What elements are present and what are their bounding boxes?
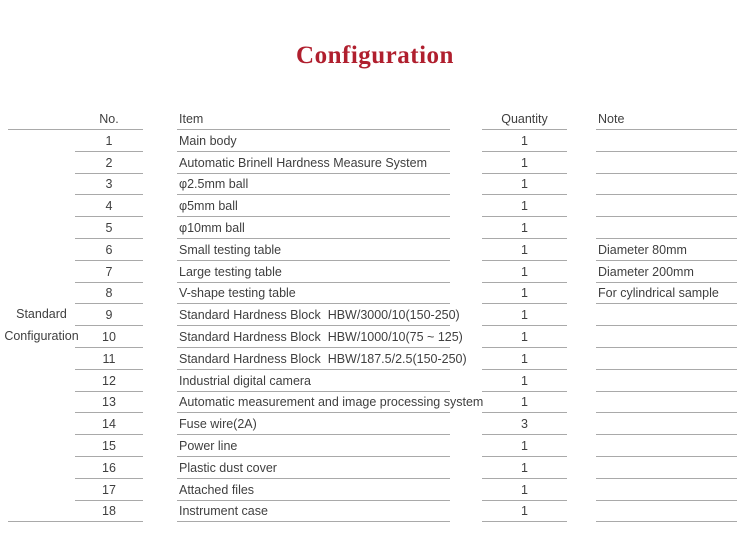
table-row — [8, 283, 737, 305]
column-gap — [450, 370, 482, 392]
column-gap — [450, 479, 482, 501]
cell-no: 3 — [75, 174, 143, 196]
cell-quantity: 1 — [482, 261, 567, 283]
column-gap — [143, 152, 177, 174]
cell-note — [596, 413, 737, 435]
column-gap — [567, 501, 596, 523]
table-row — [8, 413, 737, 435]
column-gap — [143, 217, 177, 239]
table-row — [8, 479, 737, 501]
cell-quantity: 1 — [482, 501, 567, 523]
table-row — [8, 501, 737, 523]
cell-item: Automatic Brinell Hardness Measure System — [177, 152, 450, 174]
cell-quantity: 1 — [482, 479, 567, 501]
cell-quantity: 3 — [482, 413, 567, 435]
column-gap — [567, 152, 596, 174]
column-gap — [143, 326, 177, 348]
cell-no: 4 — [75, 195, 143, 217]
column-gap — [450, 217, 482, 239]
table-row — [8, 370, 737, 392]
group-label-spacer-cell — [8, 501, 75, 523]
cell-note: For cylindrical sample — [596, 283, 737, 305]
table-header-row — [8, 108, 737, 130]
column-header-note: Note — [596, 108, 737, 130]
cell-item: Attached files — [177, 479, 450, 501]
cell-item: Small testing table — [177, 239, 450, 261]
column-gap — [567, 130, 596, 152]
column-gap — [567, 195, 596, 217]
cell-note — [596, 392, 737, 414]
column-gap — [567, 304, 596, 326]
column-gap — [567, 392, 596, 414]
column-gap — [567, 457, 596, 479]
column-gap — [567, 348, 596, 370]
column-gap — [450, 239, 482, 261]
cell-no: 13 — [75, 392, 143, 414]
group-label-spacer-cell — [8, 413, 75, 435]
cell-no: 17 — [75, 479, 143, 501]
group-label: Standard Configuration — [4, 307, 79, 343]
column-gap — [567, 326, 596, 348]
cell-quantity: 1 — [482, 457, 567, 479]
cell-item: Automatic measurement and image processing system — [177, 392, 450, 414]
table-row — [8, 348, 737, 370]
cell-note — [596, 435, 737, 457]
column-gap — [450, 413, 482, 435]
cell-note — [596, 348, 737, 370]
table-row — [8, 326, 737, 348]
cell-note — [596, 174, 737, 196]
cell-item: V-shape testing table — [177, 283, 450, 305]
cell-quantity: 1 — [482, 304, 567, 326]
cell-no: 18 — [75, 501, 143, 523]
column-gap — [450, 457, 482, 479]
column-gap — [143, 174, 177, 196]
cell-no: 7 — [75, 261, 143, 283]
column-gap — [450, 348, 482, 370]
cell-item: Standard Hardness Block HBW/1000/10(75 ~ 125) — [177, 326, 450, 348]
table-row — [8, 392, 737, 414]
cell-item: φ2.5mm ball — [177, 174, 450, 196]
column-gap — [143, 435, 177, 457]
column-gap — [450, 392, 482, 414]
column-gap — [567, 239, 596, 261]
cell-no: 5 — [75, 217, 143, 239]
cell-note — [596, 501, 737, 523]
column-gap — [143, 348, 177, 370]
group-label-spacer-cell — [8, 479, 75, 501]
table-row — [8, 239, 737, 261]
cell-no: 14 — [75, 413, 143, 435]
group-label-spacer-cell — [8, 457, 75, 479]
column-gap — [450, 304, 482, 326]
page-title: Configuration — [296, 42, 454, 69]
group-label-spacer-cell — [8, 195, 75, 217]
column-gap — [450, 152, 482, 174]
table-row — [8, 261, 737, 283]
column-gap — [567, 479, 596, 501]
column-gap — [143, 392, 177, 414]
column-gap — [143, 283, 177, 305]
cell-note — [596, 457, 737, 479]
group-label-spacer-cell — [8, 152, 75, 174]
column-gap — [450, 326, 482, 348]
table-row — [8, 457, 737, 479]
cell-quantity: 1 — [482, 195, 567, 217]
column-gap — [450, 261, 482, 283]
cell-no: 8 — [75, 283, 143, 305]
cell-note — [596, 326, 737, 348]
cell-note — [596, 195, 737, 217]
column-gap — [143, 501, 177, 523]
cell-no: 2 — [75, 152, 143, 174]
cell-quantity: 1 — [482, 174, 567, 196]
cell-note — [596, 304, 737, 326]
group-label-spacer-cell — [8, 435, 75, 457]
cell-quantity: 1 — [482, 217, 567, 239]
column-gap — [567, 283, 596, 305]
column-gap — [143, 413, 177, 435]
cell-quantity: 1 — [482, 283, 567, 305]
column-gap — [450, 130, 482, 152]
group-label-spacer-cell — [8, 326, 75, 348]
cell-item: φ5mm ball — [177, 195, 450, 217]
group-label-spacer-cell — [8, 370, 75, 392]
table-body — [8, 130, 737, 522]
column-header-item: Item — [177, 108, 450, 130]
cell-item: Instrument case — [177, 501, 450, 523]
cell-note: Diameter 80mm — [596, 239, 737, 261]
configuration-table — [8, 108, 737, 522]
group-label-spacer-cell — [8, 392, 75, 414]
cell-no: 1 — [75, 130, 143, 152]
table-row — [8, 130, 737, 152]
cell-quantity: 1 — [482, 239, 567, 261]
cell-quantity: 1 — [482, 435, 567, 457]
table-row — [8, 435, 737, 457]
cell-item: Large testing table — [177, 261, 450, 283]
cell-quantity: 1 — [482, 130, 567, 152]
column-gap — [143, 130, 177, 152]
group-label-spacer-cell — [8, 283, 75, 305]
group-label-spacer-cell — [8, 217, 75, 239]
cell-item: Industrial digital camera — [177, 370, 450, 392]
column-gap — [567, 435, 596, 457]
cell-quantity: 1 — [482, 152, 567, 174]
group-label-header-cell — [8, 108, 75, 130]
cell-note — [596, 130, 737, 152]
table-row — [8, 304, 737, 326]
table-row — [8, 174, 737, 196]
cell-quantity: 1 — [482, 370, 567, 392]
cell-item: Plastic dust cover — [177, 457, 450, 479]
group-label-spacer-cell — [8, 304, 75, 326]
column-gap — [143, 261, 177, 283]
column-gap — [450, 174, 482, 196]
cell-no: 15 — [75, 435, 143, 457]
cell-note — [596, 479, 737, 501]
cell-item: Main body — [177, 130, 450, 152]
cell-note — [596, 370, 737, 392]
column-gap — [567, 370, 596, 392]
column-header-quantity: Quantity — [482, 108, 567, 130]
cell-no: 12 — [75, 370, 143, 392]
cell-item: Standard Hardness Block HBW/187.5/2.5(150-250) — [177, 348, 450, 370]
column-gap — [567, 108, 596, 130]
cell-no: 10 — [75, 326, 143, 348]
column-gap — [143, 304, 177, 326]
group-label-spacer-cell — [8, 239, 75, 261]
column-gap — [450, 283, 482, 305]
cell-note — [596, 152, 737, 174]
group-label-spacer-cell — [8, 348, 75, 370]
column-gap — [567, 174, 596, 196]
table-row — [8, 152, 737, 174]
column-gap — [143, 108, 177, 130]
column-gap — [567, 413, 596, 435]
table-row — [8, 195, 737, 217]
cell-quantity: 1 — [482, 392, 567, 414]
column-gap — [143, 457, 177, 479]
cell-quantity: 1 — [482, 326, 567, 348]
column-gap — [450, 195, 482, 217]
cell-item: φ10mm ball — [177, 217, 450, 239]
group-label-spacer-cell — [8, 130, 75, 152]
column-gap — [567, 217, 596, 239]
group-label-spacer-cell — [8, 174, 75, 196]
group-label-spacer-cell — [8, 261, 75, 283]
column-gap — [143, 370, 177, 392]
cell-no: 11 — [75, 348, 143, 370]
cell-item: Power line — [177, 435, 450, 457]
cell-item: Standard Hardness Block HBW/3000/10(150-250) — [177, 304, 450, 326]
column-gap — [450, 435, 482, 457]
column-gap — [450, 108, 482, 130]
column-gap — [567, 261, 596, 283]
column-gap — [143, 195, 177, 217]
column-gap — [450, 501, 482, 523]
cell-no: 6 — [75, 239, 143, 261]
cell-note — [596, 217, 737, 239]
column-gap — [143, 479, 177, 501]
cell-no: 9 — [75, 304, 143, 326]
column-gap — [143, 239, 177, 261]
column-header-no: No. — [75, 108, 143, 130]
cell-note: Diameter 200mm — [596, 261, 737, 283]
table-row — [8, 217, 737, 239]
cell-no: 16 — [75, 457, 143, 479]
cell-quantity: 1 — [482, 348, 567, 370]
cell-item: Fuse wire(2A) — [177, 413, 450, 435]
